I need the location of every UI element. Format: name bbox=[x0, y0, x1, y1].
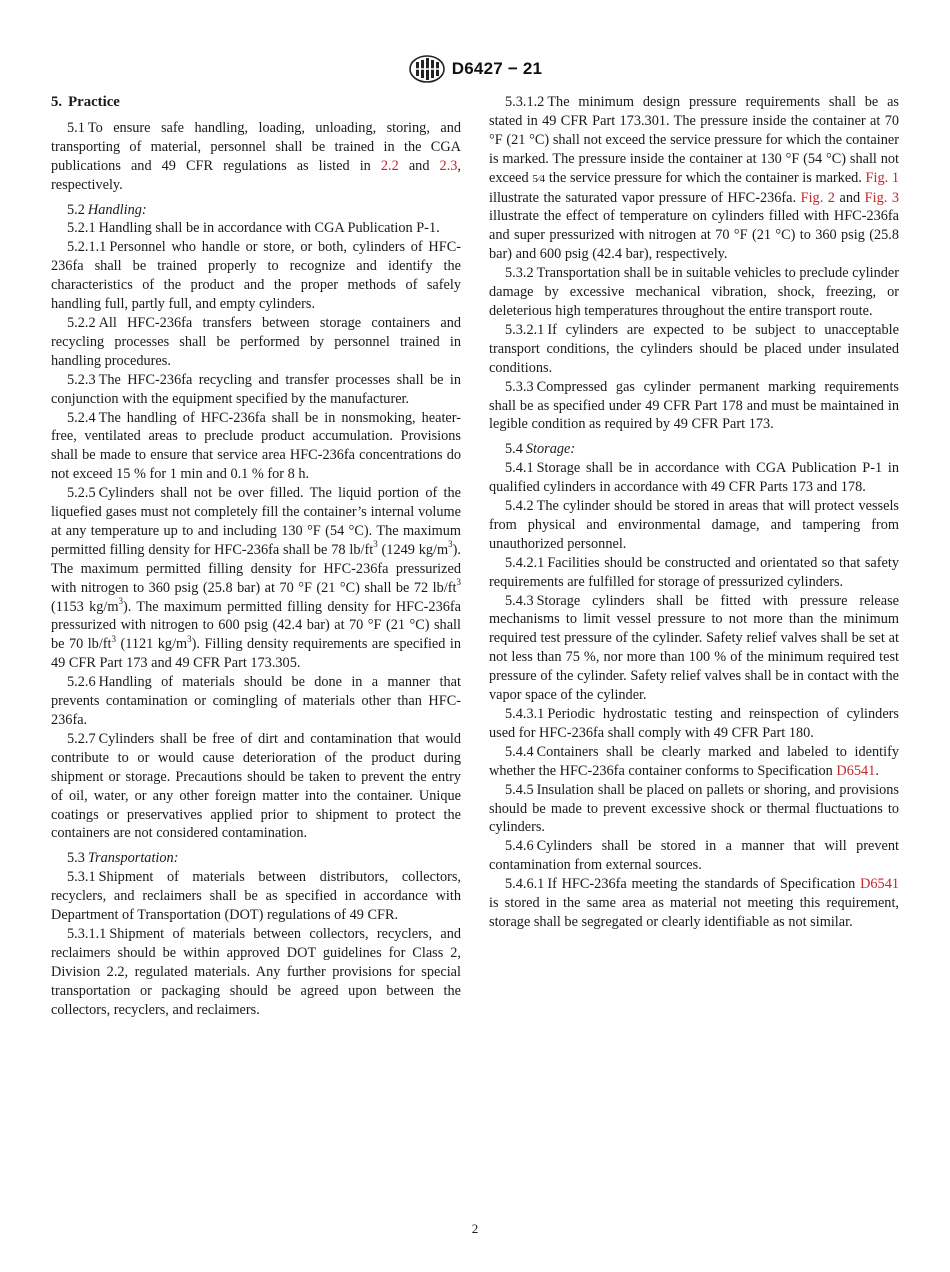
paragraph-5-4-6: 5.4.6 Cylinders shall be stored in a manner that will prevent contamination from external sources. bbox=[489, 838, 899, 874]
standard-designation: D6427 − 21 bbox=[451, 59, 543, 78]
paragraph-5-4-3: 5.4.3 Storage cylinders shall be fitted with pressure release mechanisms to limit vessel pressure to not more than the minimum required test pressure of the cylinder. Safety relief valves shall be set at not less than 75 %, nor more than 100 % of the minimum required test pressure of the cylinder. Safety relief valves shall be in contact with the vapor space of the cylinder. bbox=[489, 592, 899, 704]
link-d6541-2[interactable]: D6541 bbox=[860, 876, 899, 893]
link-fig-3[interactable]: Fig. 3 bbox=[864, 189, 899, 206]
paragraph-5-2-7: 5.2.7 Cylinders shall be free of dirt and contamination that would contribute to or would cause deterioration of the product during shipment or storage. Precautions should be taken to prevent the entry of oil, water, or any other foreign matter into the container. Unique coatings or preservatives applied prior to shipment to protect the containers are not considered contamination. bbox=[51, 730, 461, 842]
paragraph-5-2-1: 5.2.1 Handling shall be in accordance with CGA Publication P-1. bbox=[67, 220, 440, 237]
paragraph-5-4-2-1: 5.4.2.1 Facilities should be constructed and orientated so that safety requirements are fulfilled for storage of pressurized cylinders. bbox=[489, 554, 899, 590]
paragraph-5-3-2-1: 5.3.2.1 If cylinders are expected to be subject to unacceptable transport conditions, the cylinders should be placed under insulated conditions. bbox=[489, 321, 899, 376]
paragraph-5-4-1: 5.4.1 Storage shall be in accordance with CGA Publication P-1 in qualified cylinders in accordance with 49 CFR Parts 173 and 178. bbox=[489, 460, 899, 496]
paragraph-5-4-2: 5.4.2 The cylinder should be stored in areas that will protect vessels from physical and environmental damage, and tampering from unauthorized personnel. bbox=[489, 498, 899, 552]
paragraph-5-3-1-2: 5.3.1.2 The minimum design pressure requirements shall be as stated in 49 CFR Part 173.301. The pressure inside the container at 70 °F (21 °C) shall not exceed the service pressure for which the container is marked. The pressure inside the container at 130 °F (54 °C) shall not exceed 5⁄4 the service pressure for which the container is marked. Fig. 1 illustrate the saturated vapor pressure of HFC-236fa. Fig. 2 and Fig. 3 illustrate the effect of temperature on cylinders filled with HFC-236fa and super pressurized with nitrogen at 70 °F (21 °C) to 360 psig (25.8 bar) and 600 psig (42.4 bar), respectively. bbox=[489, 94, 899, 263]
left-column bbox=[51, 93, 461, 1020]
section-heading: 5. Practice bbox=[51, 94, 120, 110]
paragraph-5-2-2: 5.2.2 All HFC-236fa transfers between storage containers and recycling processes shall be performed by personnel trained in handling procedures. bbox=[51, 314, 461, 369]
link-fig-1[interactable]: Fig. 1 bbox=[865, 169, 899, 186]
page-number: 2 bbox=[471, 1221, 479, 1236]
paragraph-5-4-6-1: 5.4.6.1 If HFC-236fa meeting the standards of Specification D6541 is stored in the same area as material not meeting this requirement, storage shall be segregated or clearly identifiable as not similar. bbox=[489, 876, 899, 930]
paragraph-5-2-3: 5.2.3 The HFC-236fa recycling and transfer processes shall be in conjunction with the equipment specified by the manufacturer. bbox=[51, 371, 461, 407]
paragraph-5-1: 5.1 To ensure safe handling, loading, unloading, storing, and transporting of material, personnel shall be trained in the CGA publications and 49 CFR regulations as listed in 2.2 and 2.3, respectively. bbox=[51, 119, 461, 193]
link-2-2[interactable]: 2.2 bbox=[380, 157, 399, 174]
paragraph-5-3-2: 5.3.2 Transportation shall be in suitable vehicles to preclude cylinder damage by excessive mechanical vibration, shock, freezing, or deleterious high temperatures throughout the entire transport route. bbox=[489, 265, 899, 319]
link-d6541[interactable]: D6541 bbox=[836, 762, 876, 779]
paragraph-5-3-3: 5.3.3 Compressed gas cylinder permanent marking requirements shall be as specified under 49 CFR Part 178 and must be maintained in legible condition as required by 49 CFR Part 173. bbox=[489, 378, 899, 433]
paragraph-5-3-1-1: 5.3.1.1 Shipment of materials between collectors, recyclers, and reclaimers should be within approved DOT guidelines for Class 2, Division 2.2, regulated materials. Any further provisions for special transportation or packaging should be agreed upon between the collectors, recyclers, and reclaimers. bbox=[51, 925, 461, 1018]
paragraph-5-4-4: 5.4.4 Containers shall be clearly marked and labeled to identify whether the HFC-236fa container conforms to Specification D6541. bbox=[489, 743, 899, 779]
paragraph-5-4: 5.4 Storage: bbox=[505, 441, 576, 458]
page-header bbox=[0, 54, 950, 84]
link-fig-2[interactable]: Fig. 2 bbox=[800, 189, 835, 206]
paragraph-5-4-5: 5.4.5 Insulation shall be placed on pallets or shoring, and provisions should be made to prevent excessive shock or thermal fluctuations to cylinders. bbox=[489, 781, 899, 836]
paragraph-5-2-1-1: 5.2.1.1 Personnel who handle or store, or both, cylinders of HFC-236fa shall be trained properly to recognize and identify the characteristics of the product and the proper methods of safely handling full, partly full, and empty cylinders. bbox=[51, 239, 461, 313]
paragraph-5-3-1: 5.3.1 Shipment of materials between distributors, collectors, recyclers, and reclaimers shall be as specified in accordance with Department of Transportation (DOT) regulations of 49 CFR. bbox=[51, 869, 461, 924]
paragraph-5-3: 5.3 Transportation: bbox=[67, 850, 179, 867]
paragraph-5-2-5: 5.2.5 Cylinders shall not be over filled. The liquid portion of the liquefied gases must not completely fill the container’s internal volume at any temperature up to and including 130 °F (54 °C). The maximum permitted filling density for HFC-236fa shall be 78 $lb/ft^3$ (1249 $kg/m^3$). The maximum permitted filling density for HFC-236fa pressurized with nitrogen to 360 psig (25.8 bar) at 70 °F (21 °C) shall be 72 $lb/ft^3$ (1153 $kg/m^3$). The maximum permitted filling density for HFC-236fa pressurized with nitrogen to 600 psig (42.4 bar) at 70 °F (21 °C) shall be 70 $lb/ft^3$ (1121 $kg/m^3$). Filling density requirements are specified in 49 CFR Part 173 and 49 CFR Part 173.305. bbox=[51, 485, 461, 672]
paragraph-5-2-4: 5.2.4 The handling of HFC-236fa shall be in nonsmoking, heater-free, ventilated areas to preclude product accumulation. Provisions shall be made to ensure that service area HFC-236fa concentrations do not exceed 15 % for 1 min and 0.1 % for 8 h. bbox=[51, 409, 461, 483]
right-column bbox=[489, 93, 899, 932]
paragraph-5-4-3-1: 5.4.3.1 Periodic hydrostatic testing and reinspection of cylinders used for HFC-236fa shall comply with 49 CFR Part 180. bbox=[489, 706, 899, 741]
paragraph-5-2: 5.2 Handling: bbox=[67, 201, 147, 218]
link-2-3[interactable]: 2.3 bbox=[439, 157, 458, 174]
astm-logo-icon bbox=[408, 54, 446, 84]
paragraph-5-2-6: 5.2.6 Handling of materials should be done in a manner that prevents contamination or comingling of materials other than HFC-236fa. bbox=[51, 674, 461, 728]
